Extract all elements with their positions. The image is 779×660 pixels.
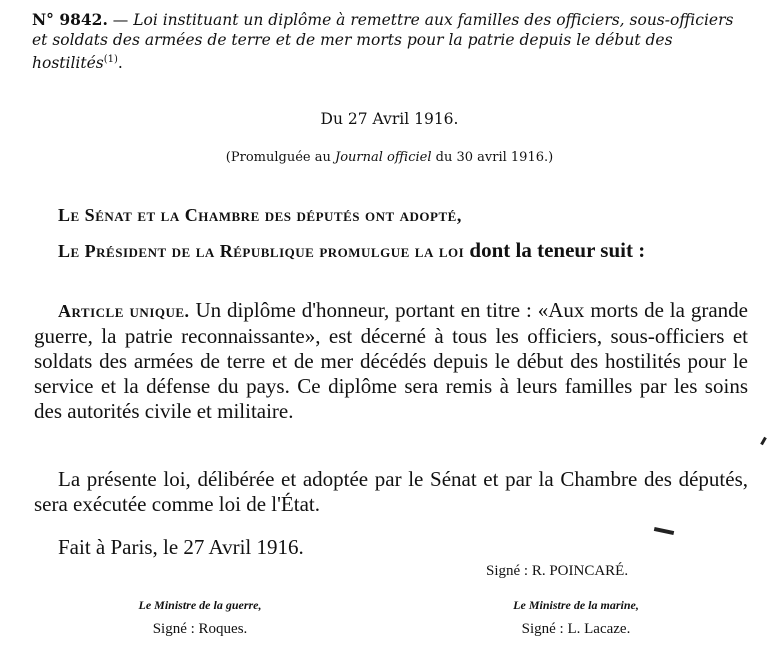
article-lead: Article unique. — [58, 301, 190, 321]
footnote-ref: (1) — [103, 54, 118, 65]
president-signature: Signé : R. POINCARÉ. — [486, 563, 629, 579]
law-date: Du 27 Avril 1916. — [320, 110, 459, 128]
minister-war-signature: Signé : Roques. — [152, 621, 248, 637]
minister-war-role: Le Ministre de la guerre, — [138, 598, 262, 612]
minister-navy-role: Le Ministre de la marine, — [513, 598, 639, 612]
paragraph-article — [34, 298, 748, 424]
promulgation-note — [0, 150, 779, 165]
minister-navy-block — [436, 598, 716, 638]
promulgation-smallcaps: Le Président de la République promulgue la loi — [58, 241, 465, 261]
promulgation-suffix: du 30 avril 1916.) — [431, 150, 554, 165]
paragraph-promulgation — [58, 238, 748, 264]
ink-mark — [654, 527, 674, 535]
law-number: N° 9842. — [32, 10, 108, 29]
execution-text: La présente loi, délibérée et adoptée par le Sénat et par la Chambre des députés, sera exécutée comme loi de l'État. — [34, 467, 748, 516]
adoption-text: Le Sénat et la Chambre des députés ont adopté, — [58, 205, 462, 225]
place-date-line: Fait à Paris, le 27 Avril 1916. — [58, 535, 304, 559]
journal-name: Journal officiel — [334, 150, 432, 165]
law-title-end: . — [117, 54, 123, 73]
minister-navy-signature: Signé : L. Lacaze. — [521, 621, 631, 637]
law-title-bold: la patrie — [448, 31, 515, 49]
ink-mark — [760, 437, 767, 445]
minister-war-block — [60, 598, 340, 638]
header-dash: — — [107, 11, 134, 29]
law-title-part2: depuis le début des hostilités — [32, 31, 673, 73]
law-header — [32, 10, 752, 73]
promulgation-prefix: (Promulguée au — [225, 150, 335, 165]
promulgation-rest: dont la teneur suit : — [464, 238, 646, 262]
paragraph-execution — [34, 467, 748, 517]
paragraph-adoption — [58, 202, 748, 228]
law-title-part1: Loi instituant un diplôme à remettre aux familles des officiers, sous-officiers et soldats des armées de terre et de mer morts pour — [32, 11, 734, 49]
article-text: Un diplôme d'honneur, portant en titre : «Aux morts de la grande guerre, la patrie reconnaissante», est décerné à tous les officiers, sous-officiers et soldats des armées de terre et de mer décédés depuis le début des hostilités pour le service et la défense du pays. Ce diplôme sera remis à leurs familles par les soins des autorités civile et militaire. — [34, 298, 748, 423]
